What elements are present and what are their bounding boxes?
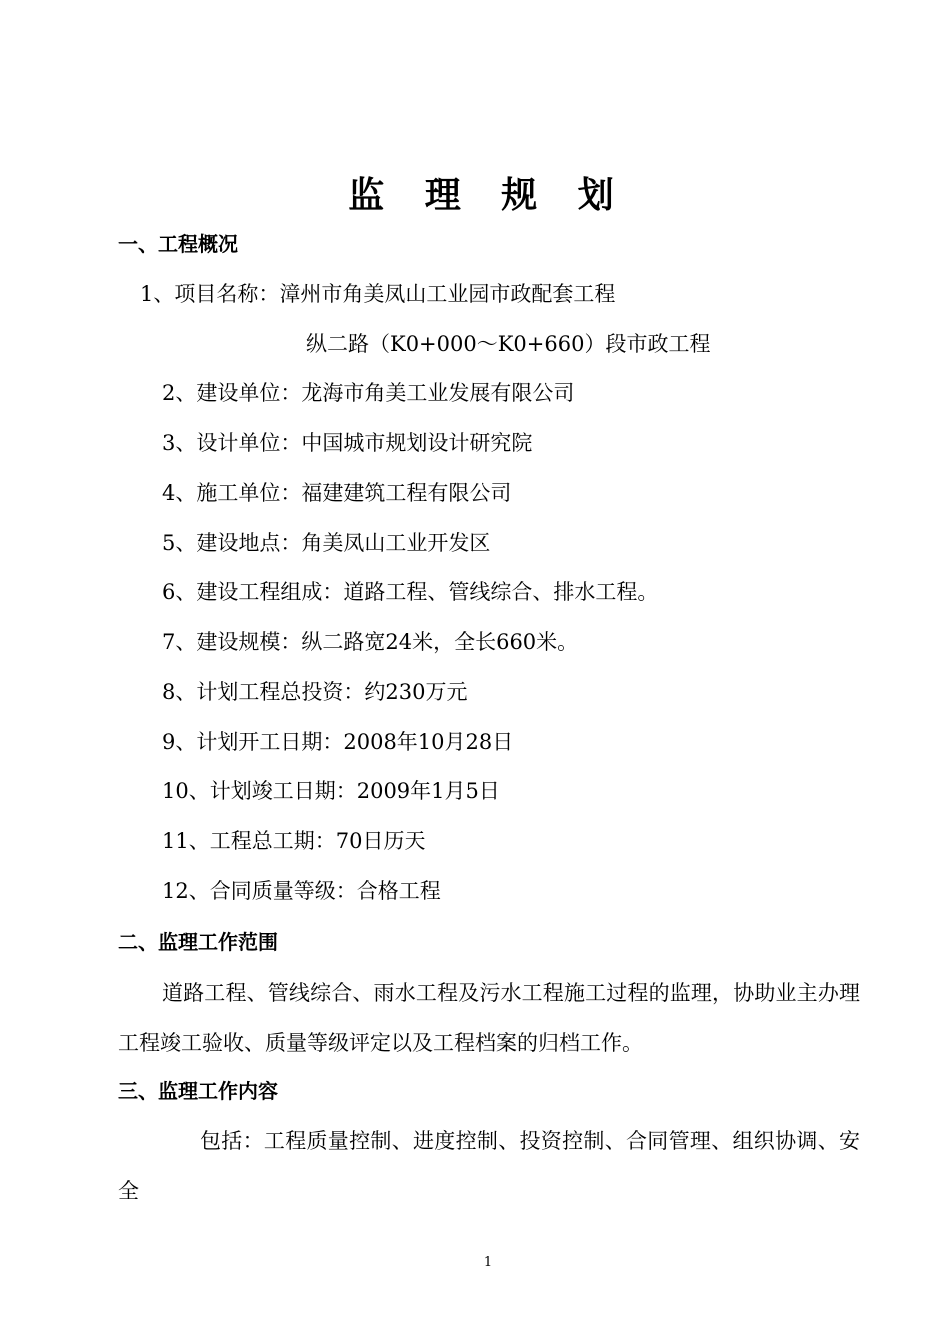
- content-paragraph: 包括：工程质量控制、进度控制、投资控制、合同管理、组织协调、安全: [118, 1129, 860, 1203]
- section-heading-content: 三、监理工作内容: [118, 1079, 278, 1103]
- item-construction-unit: 2、建设单位：龙海市角美工业发展有限公司: [162, 381, 575, 405]
- section-heading-scope: 二、监理工作范围: [118, 930, 278, 954]
- section-heading-overview: 一、工程概况: [118, 232, 238, 256]
- item-design-unit: 3、设计单位：中国城市规划设计研究院: [162, 431, 533, 455]
- item-duration: 11、工程总工期：70日历天: [162, 829, 426, 853]
- item-contractor: 4、施工单位：福建建筑工程有限公司: [162, 481, 512, 505]
- item-location: 5、建设地点：角美凤山工业开发区: [162, 531, 491, 555]
- item-quality-grade: 12、合同质量等级：合格工程: [162, 879, 441, 903]
- item-investment: 8、计划工程总投资：约230万元: [162, 680, 468, 704]
- scope-paragraph: 道路工程、管线综合、雨水工程及污水工程施工过程的监理，协助业主办理工程竣工验收、质量等级评定以及工程档案的归档工作。: [118, 981, 860, 1055]
- item-completion-date: 10、计划竣工日期：2009年1月5日: [162, 779, 500, 803]
- item-project-name: 1、项目名称：漳州市角美凤山工业园市政配套工程: [140, 282, 616, 306]
- page-number: 1: [483, 1255, 493, 1270]
- item-scale: 7、建设规模：纵二路宽24米，全长660米。: [162, 630, 579, 654]
- item-start-date: 9、计划开工日期：2008年10月28日: [162, 730, 514, 754]
- document-title: 监 理 规 划: [348, 175, 628, 216]
- item-project-name-continued: 纵二路（K0+000～K0+660）段市政工程: [306, 332, 711, 356]
- item-composition: 6、建设工程组成：道路工程、管线综合、排水工程。: [162, 580, 659, 604]
